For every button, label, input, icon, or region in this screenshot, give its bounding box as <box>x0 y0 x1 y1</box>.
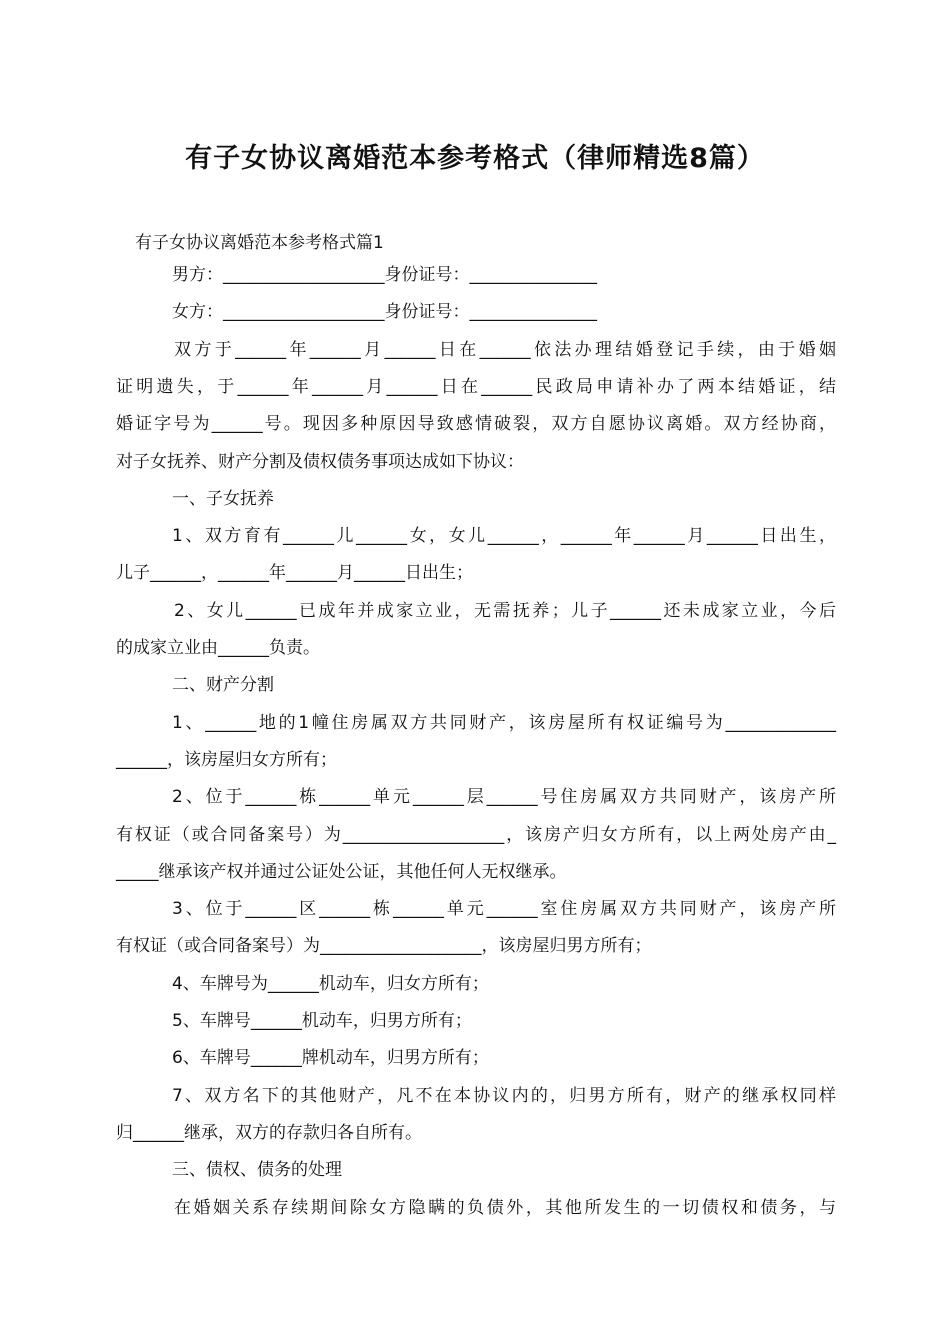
document-line: 2、位于______栋______单元______层______号住房属双方共同财产，该房产所 <box>172 787 836 807</box>
document-line: 有权证（或合同备案号）为___________________，该房产归女方所有，以上两处房产由_ <box>116 825 836 845</box>
document-line: 7、双方名下的其他财产，凡不在本协议内的，归男方所有，财产的继承权同样 <box>172 1086 836 1106</box>
document-line: 4、车牌号为______机动车，归女方所有； <box>172 974 489 994</box>
document-line: 有权证（或合同备案号）为___________________，该房屋归男方所有； <box>116 936 652 956</box>
document-line: 一、子女抚养 <box>172 489 274 509</box>
document-line: 的成家立业由______负责。 <box>116 638 320 658</box>
document-line: 双方于______年______月______日在______依法办理结婚登记手续，由于婚姻 <box>174 340 836 360</box>
section-subtitle: 有子女协议离婚范本参考格式篇1 <box>135 233 384 253</box>
document-line: 三、债权、债务的处理 <box>172 1160 342 1180</box>
document-line: 3、位于______区______栋______单元______室住房属双方共同财产，该房产所 <box>172 899 836 919</box>
document-line: 在婚姻关系存续期间除女方隐瞒的负债外，其他所发生的一切债权和债务，与 <box>174 1198 836 1218</box>
document-line: 2、女儿______已成年并成家立业，无需抚养；儿子______还未成家立业，今后 <box>174 601 836 621</box>
document-line: 对子女抚养、财产分割及债权债务事项达成如下协议： <box>116 452 524 472</box>
document-title: 有子女协议离婚范本参考格式（律师精选8篇） <box>185 143 765 174</box>
document-line: _____继承该产权并通过公证处公证，其他任何人无权继承。 <box>116 862 567 882</box>
document-line: 5、车牌号______机动车，归男方所有； <box>172 1011 472 1031</box>
document-line: 证明遗失，于______年______月______日在______民政局申请补办了两本结婚证，结 <box>116 377 836 397</box>
document-line: 归______继承，双方的存款归各自所有。 <box>116 1123 422 1143</box>
document-line: ______，该房屋归女方所有； <box>116 750 337 770</box>
document-line: 1、______地的1幢住房属双方共同财产，该房屋所有权证编号为_____________ <box>172 713 836 733</box>
document-line: 女方：___________________身份证号：_______________ <box>172 302 597 322</box>
document-line: 婚证字号为______号。现因多种原因导致感情破裂，双方自愿协议离婚。双方经协商， <box>116 414 836 434</box>
document-line: 儿子______，______年______月______日出生； <box>116 563 473 583</box>
document-line: 1、双方育有______儿______女，女儿______，______年______月______日出生， <box>172 526 836 546</box>
document-line: 男方：___________________身份证号：_______________ <box>172 265 597 285</box>
document-line: 6、车牌号______牌机动车，归男方所有； <box>172 1048 489 1068</box>
document-line: 二、财产分割 <box>172 675 274 695</box>
